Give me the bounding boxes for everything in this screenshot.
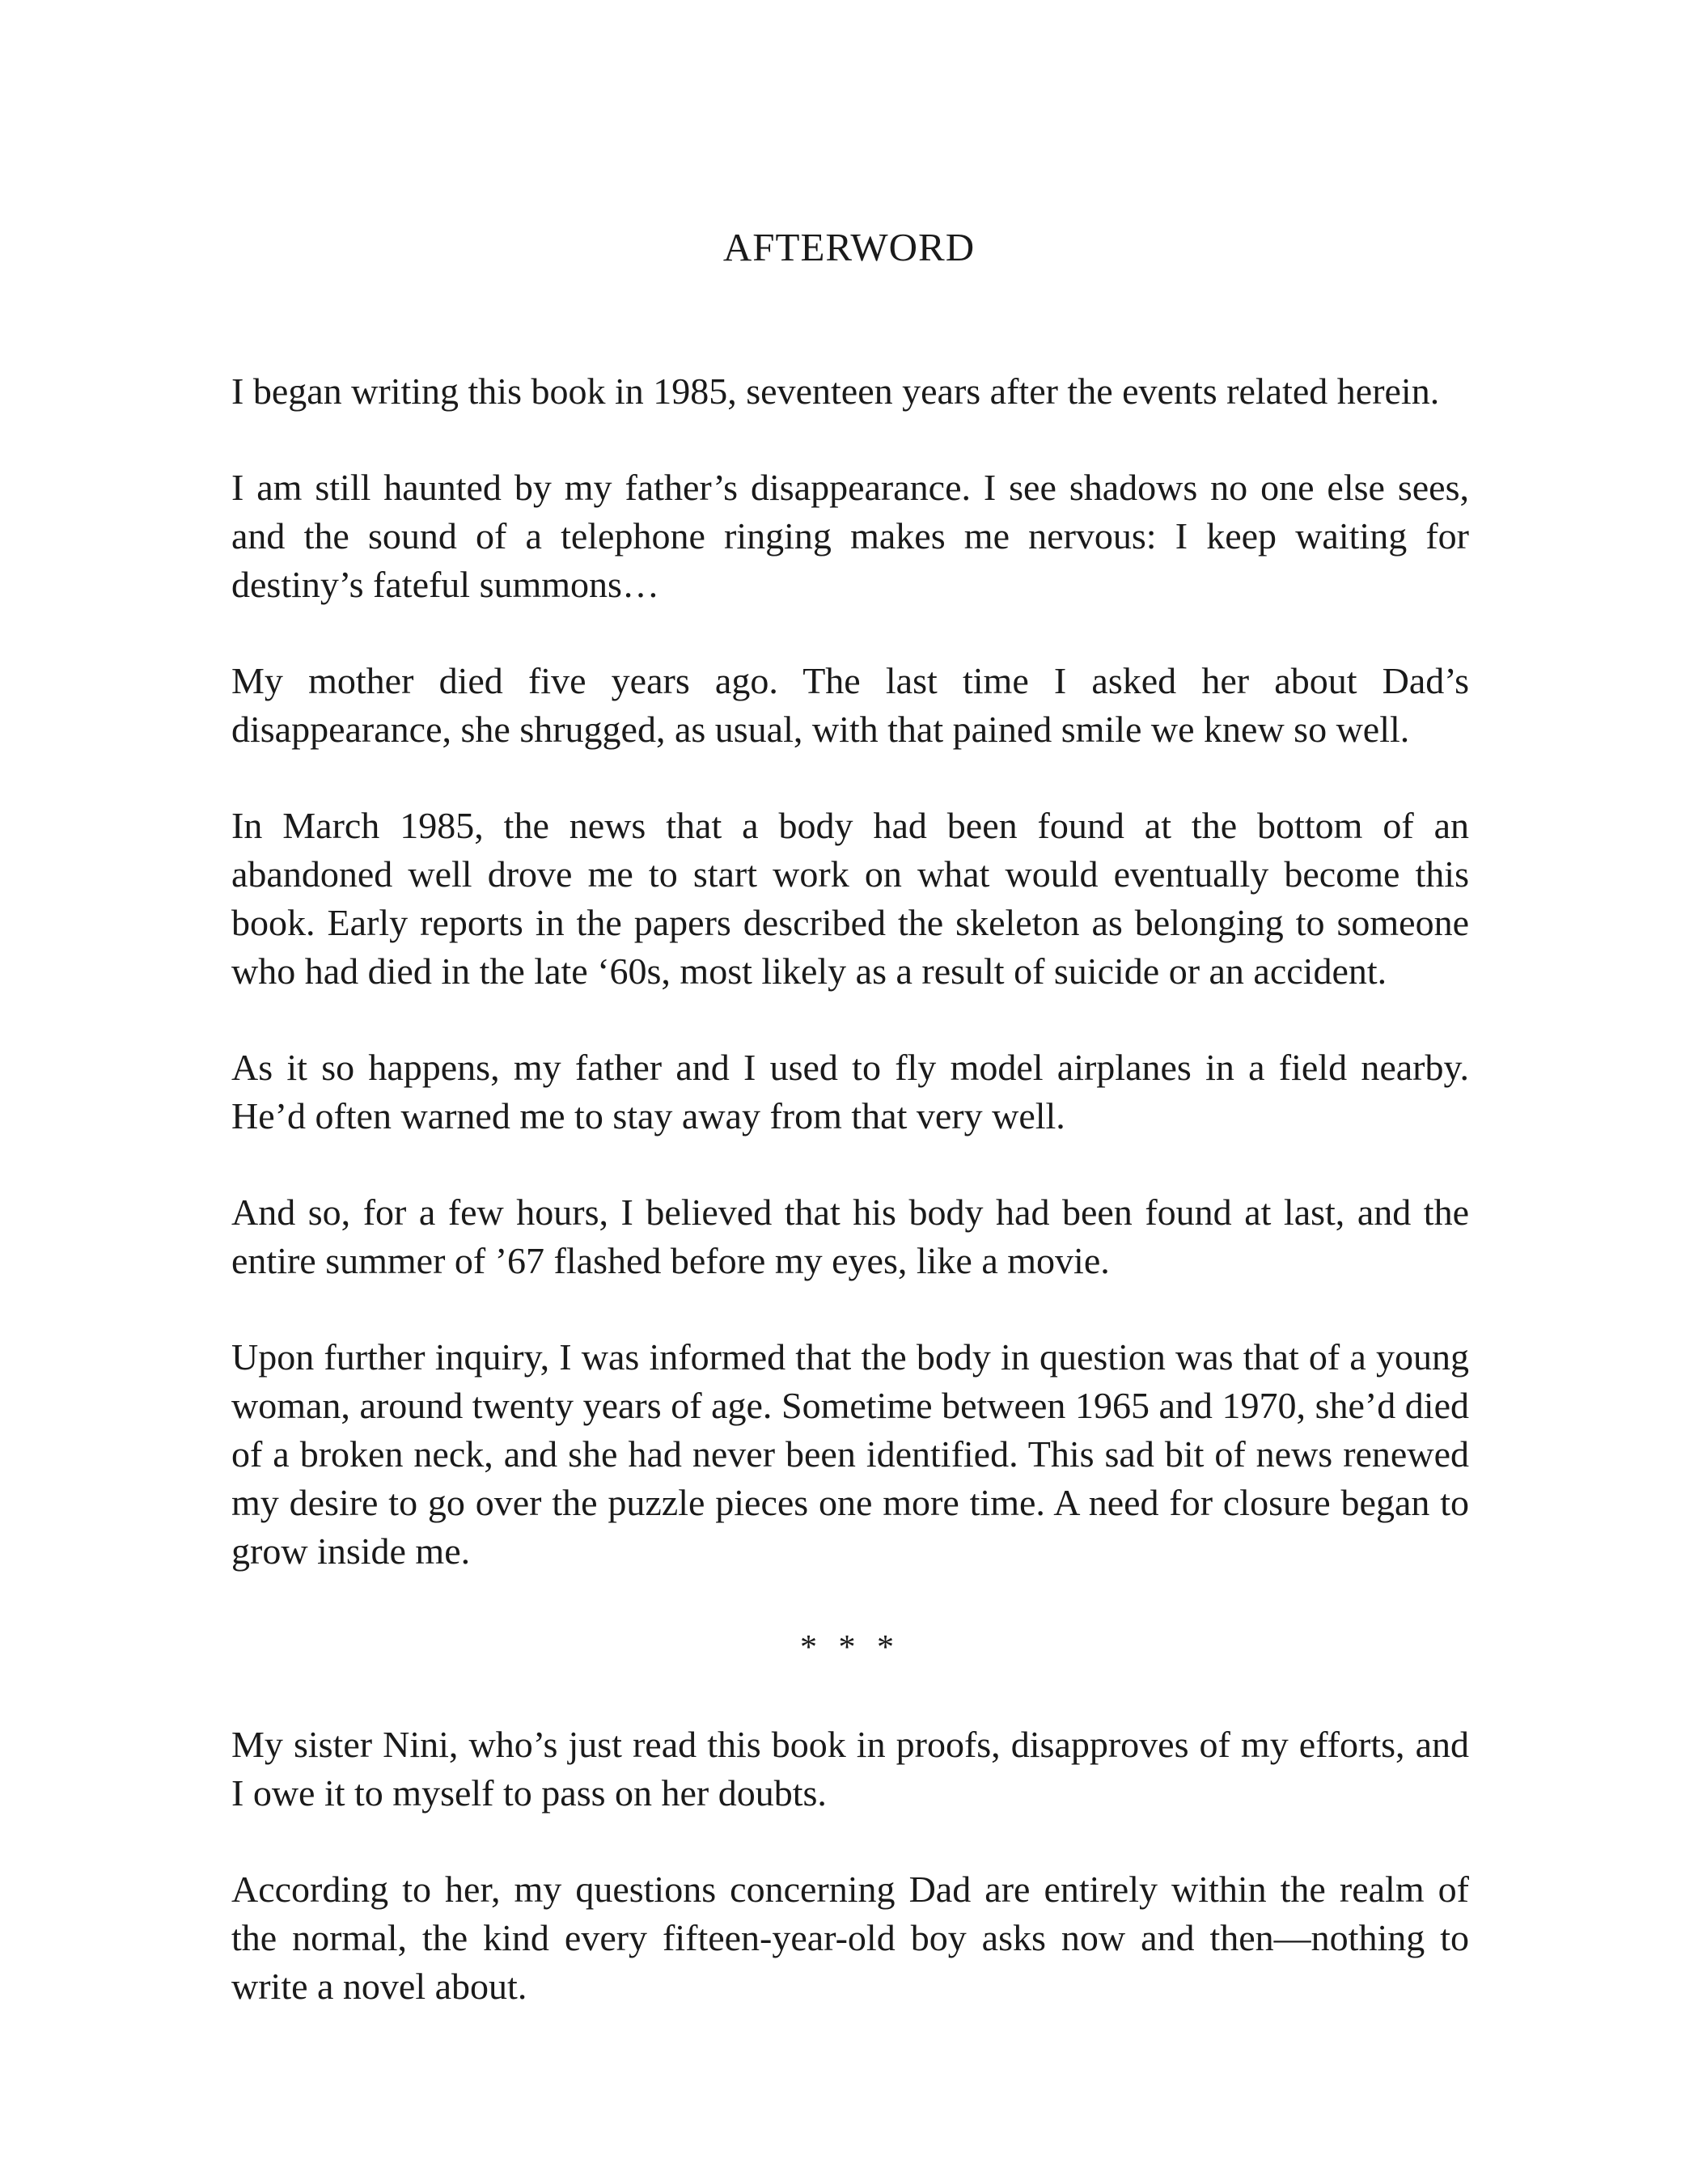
section-break: * * * [800,1629,900,1666]
paragraph: Upon further inquiry, I was informed that the body in question was that of a young woman, around twenty years of age. Sometime between 1965 and 1970, she’d died of a broken neck, and she had never been identified. This sad bit of news renewed my desire to go over the puzzle pieces one more time. A need for closure began to grow inside me. [231,1336,1469,1572]
chapter-title: AFTERWORD [722,225,976,269]
paragraph: My mother died five years ago. The last time I asked her about Dad’s disappearance, she shrugged, as usual, with that pained smile we knew so well. [231,660,1469,750]
paragraph: According to her, my questions concerning Dad are entirely within the realm of the normal, the kind every fifteen-year-old boy asks now and then—nothing to write a novel about. [231,1869,1469,2007]
paragraph: As it so happens, my father and I used to fly model airplanes in a field nearby. He’d often warned me to stay away from that very well. [231,1047,1469,1136]
page-body [231,367,1469,2059]
paragraph: In March 1985, the news that a body had been found at the bottom of an abandoned well drove me to start work on what would eventually become this book. Early reports in the papers described the skeleton as belonging to someone who had died in the late ‘60s, most likely as a result of suicide or an accident. [231,805,1469,992]
paragraph: I am still haunted by my father’s disappearance. I see shadows no one else sees, and the sound of a telephone ringing makes me nervous: I keep waiting for destiny’s fateful summons… [231,467,1469,605]
paragraph: My sister Nini, who’s just read this book in proofs, disapproves of my efforts, and I owe it to myself to pass on her doubts. [231,1724,1469,1814]
paragraph: I began writing this book in 1985, seventeen years after the events related herein. [231,370,1440,412]
paragraph: And so, for a few hours, I believed that his body had been found at last, and the entire summer of ’67 flashed before my eyes, like a movie. [231,1191,1469,1281]
